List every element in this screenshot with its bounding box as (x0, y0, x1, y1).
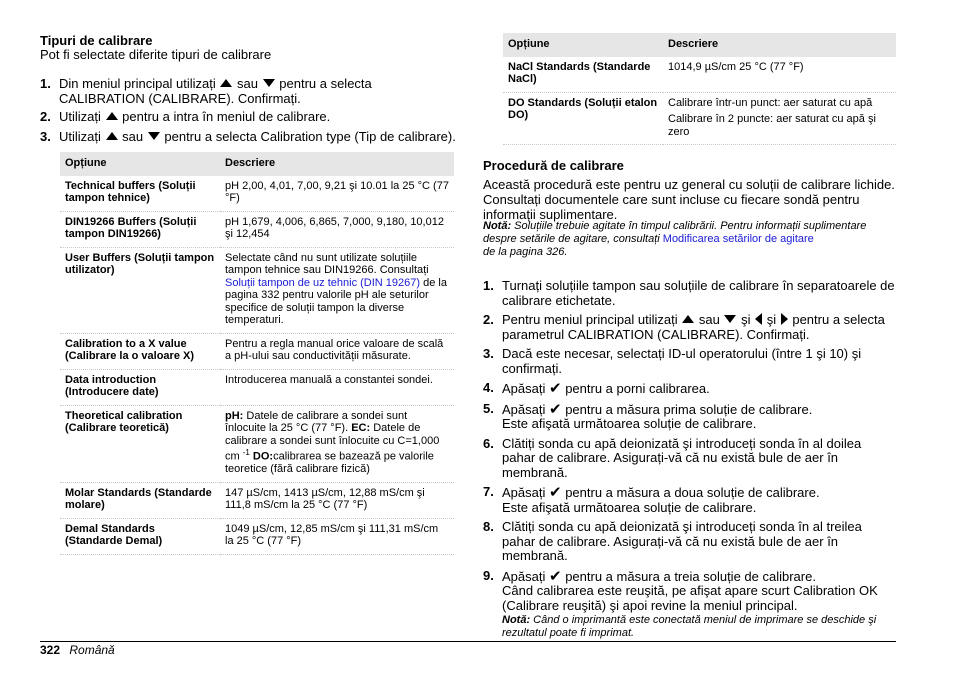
check-icon: ✔ (549, 566, 562, 585)
step-item: 8. Clătiți sonda cu apă deionizată şi introduceți sonda în al treilea pahar de calibrare. Asigurați-vă că nu există bule de aer în membrană. (483, 519, 862, 563)
column-header: Descriere (220, 152, 454, 176)
up-arrow-icon (106, 112, 118, 120)
check-icon: ✔ (549, 379, 562, 397)
step-item: 3. Dacă este necesar, selectați ID-ul operatorului (între 1 şi 10) şi confirmați. (483, 346, 862, 376)
column-header: Opțiune (503, 33, 663, 57)
step-number: 1. (40, 76, 51, 91)
step-number: 3. (40, 128, 51, 144)
step-item: 4. Apăsați ✔ pentru a porni calibrarea. (483, 379, 710, 397)
step-number: 6. (483, 435, 494, 451)
agitation-settings-link[interactable]: Modificarea setărilor de agitare (662, 233, 814, 245)
step-item: 2. Utilizați pentru a intra în meniul de calibrare. (40, 109, 331, 124)
option-cell: DIN19266 Buffers (Soluții tampon DIN19266) (60, 211, 220, 247)
table-row (60, 333, 454, 369)
step-number: 9. (483, 567, 494, 583)
step-number: 5. (483, 400, 494, 416)
step-number: 3. (483, 346, 494, 361)
buffer-solutions-link[interactable]: Soluții tampon de uz tehnic (DIN 19267) (225, 276, 421, 289)
section-intro: Pot fi selectate diferite tipuri de calibrare (40, 47, 272, 62)
check-icon: ✔ (549, 399, 562, 418)
step-number: 2. (40, 109, 51, 124)
option-cell: User Buffers (Soluții tampon utilizator) (60, 247, 220, 333)
table-row (60, 405, 454, 482)
step-number: 8. (483, 519, 494, 534)
description-cell: Calibrare într-un punct: aer saturat cu apă Calibrare în 2 puncte: aer saturat cu apă şi zero (663, 92, 896, 145)
description-cell: 147 µS/cm, 1413 µS/cm, 12,88 mS/cm şi 111,8 mS/cm la 25 °C (77 °F) (220, 482, 454, 518)
agitation-note: Notă: Soluțiile trebuie agitate în timpul calibrării. Pentru informații suplimentare despre setările de agitare, consultați Modificarea setărilor de agitare de la pagina 326. (483, 220, 867, 258)
description-cell: pH: Datele de calibrare a sondei sunt înlocuite la 25 °C (77 °F). EC: Datele de calibrare a sondei sunt înlocuite cu C=1,000 cm $^{-1}$ DO:calibrarea se bazează pe valorile teoretice (fără calibrare fizică) (220, 405, 454, 482)
description-cell: Introducerea manuală a constantei sondei. (220, 369, 454, 405)
check-icon: ✔ (549, 483, 562, 501)
down-arrow-icon (724, 315, 736, 323)
left-arrow-icon (755, 313, 762, 325)
option-cell: DO Standards (Soluții etalon DO) (503, 92, 663, 145)
section-heading-calibration-procedure: Procedură de calibrare (483, 158, 624, 173)
up-arrow-icon (106, 132, 118, 140)
procedure-intro: Această procedură este pentru uz general cu soluții de calibrare lichide. Consultați documentele care sunt incluse cu fiecare sondă pentru informații suplimentare. (483, 177, 895, 222)
up-arrow-icon (682, 315, 694, 323)
table-row (503, 57, 896, 93)
table-row (60, 247, 454, 333)
description-cell: pH 2,00, 4,01, 7,00, 9,21 şi 10.01 la 25 °C (77 °F) (220, 176, 454, 212)
footer-language: Română (69, 643, 115, 657)
page-footer (40, 643, 115, 657)
option-cell: Calibration to a X value (Calibrare la o valoare X) (60, 333, 220, 369)
calibration-types-table-continued (503, 33, 896, 145)
description-cell: Pentru a regla manual orice valoare de scală a pH-ului sau conductivității măsurate. (220, 333, 454, 369)
step-item: 2. Pentru meniul principal utilizați sau şi şi pentru a selecta parametrul CALIBRATION (CALIBRARE). Confirmați. (483, 312, 885, 342)
step-item: 1. Turnați soluțiile tampon sau soluțiile de calibrare în separatoarele de calibrare etichetate. (483, 278, 895, 308)
down-arrow-icon (148, 132, 160, 140)
step-number: 4. (483, 380, 494, 395)
section-heading-calibration-types: Tipuri de calibrare (40, 33, 153, 48)
table-row (60, 518, 454, 554)
description-cell: 1014,9 µS/cm 25 °C (77 °F) (663, 57, 896, 93)
table-row (503, 92, 896, 145)
option-cell: NaCl Standards (Standarde NaCl) (503, 57, 663, 93)
step-number: 7. (483, 484, 494, 499)
step-item: 3. Utilizați sau pentru a selecta Calibration type (Tip de calibrare). (40, 128, 456, 144)
procedure-steps-list (483, 279, 895, 640)
table-header-row (503, 33, 896, 57)
option-cell: Theoretical calibration (Calibrare teoretică) (60, 405, 220, 482)
step-item: 6. Clătiți sonda cu apă deionizată şi introduceți sonda în al doilea pahar de calibrare. Asigurați-vă că nu există bule de aer în membrană. (483, 435, 862, 480)
description-cell: Selectate când nu sunt utilizate soluțiile tampon tehnice sau DIN19266. Consultați Soluții tampon de uz tehnic (DIN 19267) de la pagina 332 pentru valorile pH ale seturilor specifice de soluții tampon la diverse temperaturi. (220, 247, 454, 333)
column-header: Opțiune (60, 152, 220, 176)
page-number: 322 (40, 643, 61, 657)
left-steps-list (40, 77, 458, 144)
option-cell: Demal Standards (Standarde Demal) (60, 518, 220, 554)
step-number: 1. (483, 278, 494, 293)
table-row (60, 369, 454, 405)
footer-divider (40, 641, 896, 642)
step-item: 5. Apăsați ✔ pentru a măsura prima soluție de calibrare. Este afişată următoarea soluție de calibrare. (483, 399, 813, 431)
table-header-row (60, 152, 454, 176)
down-arrow-icon (263, 79, 275, 87)
step-item: 9. Apăsați ✔ pentru a măsura a treia soluție de calibrare. Când calibrarea este reuşită, pe afişat apare scurt Calibration OK (Calibrare reuşită) şi apoi revine la meniul principal. Notă: Când o imprimantă este conectată meniul de imprimare se deschide şi rezultatul poate fi imprimat. (483, 569, 895, 641)
description-cell: 1049 µS/cm, 12,85 mS/cm şi 111,31 mS/cm la 25 °C (77 °F) (220, 518, 454, 554)
step-number: 2. (483, 312, 494, 327)
option-cell: Molar Standards (Standarde molare) (60, 482, 220, 518)
up-arrow-icon (220, 79, 232, 87)
column-header: Descriere (663, 33, 896, 57)
calibration-types-table (60, 152, 454, 555)
description-cell: pH 1,679, 4,006, 6,865, 7,000, 9,180, 10,012 şi 12,454 (220, 211, 454, 247)
option-cell: Technical buffers (Soluții tampon tehnice) (60, 176, 220, 212)
step-item: 1. Din meniul principal utilizați sau pentru a selecta CALIBRATION (CALIBRARE). Confirmați. (40, 76, 372, 106)
printer-note: Notă: Când o imprimantă este conectată meniul de imprimare se deschide şi rezultatul poate fi imprimat. (502, 614, 877, 639)
table-row (60, 482, 454, 518)
step-item: 7. Apăsați ✔ pentru a măsura a doua soluție de calibrare. Este afişată următoarea soluție de calibrare. (483, 483, 820, 515)
right-arrow-icon (781, 313, 788, 325)
table-row (60, 211, 454, 247)
table-row (60, 176, 454, 212)
option-cell: Data introduction (Introducere date) (60, 369, 220, 405)
